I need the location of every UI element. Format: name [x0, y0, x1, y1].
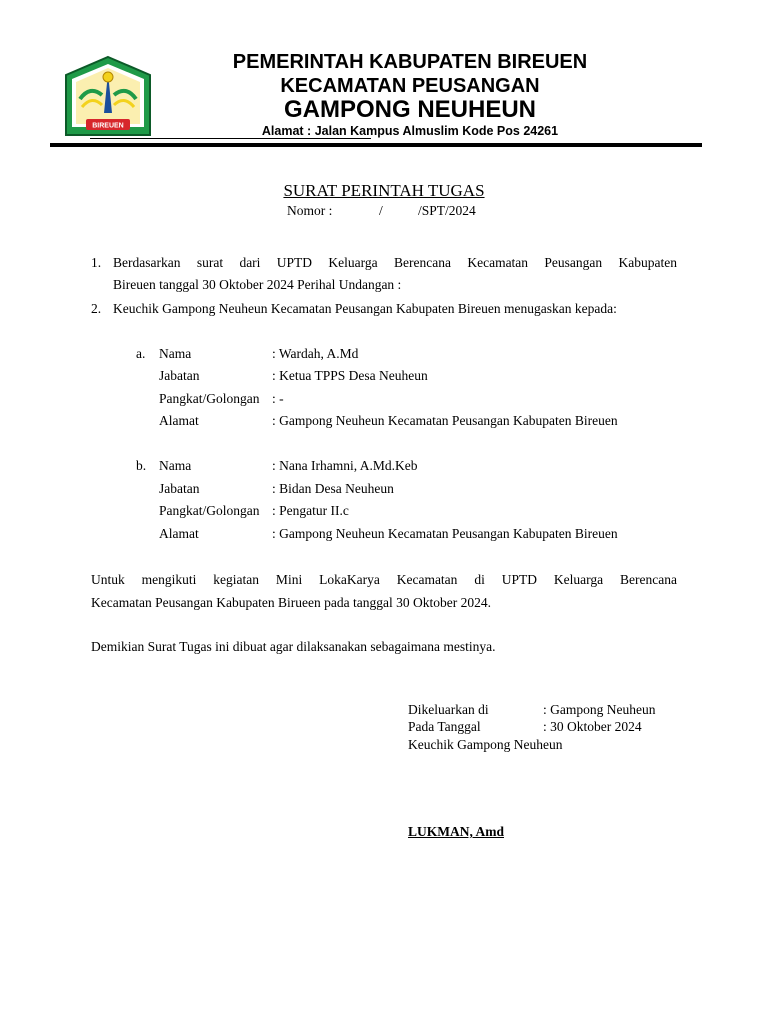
field-label: Jabatan	[159, 368, 200, 383]
point-number: 2.	[91, 301, 102, 316]
point-1-line-2: Bireuen tanggal 30 Oktober 2024 Perihal Undangan :	[113, 277, 402, 292]
point-2-text: Keuchik Gampong Neuheun Kecamatan Peusangan Kabupaten Bireuen menugaskan kepada:	[113, 301, 617, 316]
field-label: Nama	[159, 458, 192, 473]
field-label: Pangkat/Golongan	[159, 391, 260, 406]
date-value: : 30 Oktober 2024	[543, 719, 642, 734]
purpose-line-1: Untuk mengikuti kegiatan Mini LokaKarya Kecamatan di UPTD Keluarga Berencana	[91, 572, 677, 587]
logo-text: BIREUEN	[92, 122, 124, 130]
nomor-label: Nomor :	[287, 203, 333, 218]
field-value: : -	[272, 391, 284, 406]
field-value: : Gampong Neuheun Kecamatan Peusangan Kabupaten Bireuen	[272, 526, 618, 541]
field-value: : Nana Irhamni, A.Md.Keb	[272, 458, 418, 473]
person-marker: a.	[136, 346, 146, 361]
document-title: SURAT PERINTAH TUGAS	[283, 181, 485, 200]
regency-logo	[62, 55, 154, 139]
field-value: : Pengatur II.c	[272, 503, 349, 518]
date-label: Pada Tanggal	[408, 719, 481, 734]
field-label: Jabatan	[159, 481, 200, 496]
letterhead-thin-rule	[90, 138, 371, 139]
issued-value: : Gampong Neuheun	[543, 702, 656, 717]
issued-label: Dikeluarkan di	[408, 702, 489, 717]
letterhead-district: KECAMATAN PEUSANGAN	[280, 75, 540, 97]
letterhead-government: PEMERINTAH KABUPATEN BIREUEN	[232, 51, 588, 73]
signer-name: LUKMAN, Amd	[408, 824, 505, 839]
closing-statement: Demikian Surat Tugas ini dibuat agar dilaksanakan sebagaimana mestinya.	[91, 639, 496, 654]
field-value: : Bidan Desa Neuheun	[272, 481, 394, 496]
purpose-line-2: Kecamatan Peusangan Kabupaten Birueen pada tanggal 30 Oktober 2024.	[91, 595, 491, 610]
nomor-separator: /	[379, 203, 383, 218]
field-value: : Gampong Neuheun Kecamatan Peusangan Kabupaten Bireuen	[272, 413, 618, 428]
person-marker: b.	[136, 458, 147, 473]
letterhead-thick-rule	[50, 143, 702, 147]
field-label: Nama	[159, 346, 192, 361]
field-value: : Wardah, A.Md	[272, 346, 359, 361]
field-value: : Ketua TPPS Desa Neuheun	[272, 368, 428, 383]
field-label: Alamat	[159, 526, 199, 541]
letterhead-address: Alamat : Jalan Kampus Almuslim Kode Pos 24261	[261, 124, 559, 138]
field-label: Alamat	[159, 413, 199, 428]
field-label: Pangkat/Golongan	[159, 503, 260, 518]
signer-position: Keuchik Gampong Neuheun	[408, 737, 563, 752]
nomor-code: /SPT/2024	[418, 203, 476, 218]
point-number: 1.	[91, 255, 102, 270]
point-1-line-1: Berdasarkan surat dari UPTD Keluarga Berencana Kecamatan Peusangan Kabupaten	[113, 255, 677, 270]
letterhead-village: GAMPONG NEUHEUN	[283, 96, 536, 123]
